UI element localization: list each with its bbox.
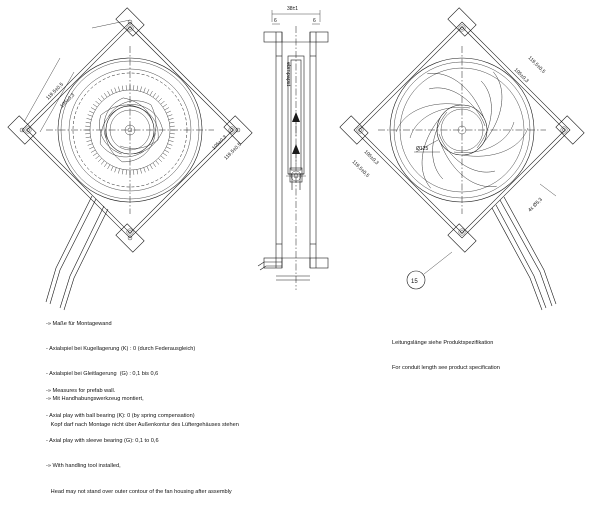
balloon-15-label: 15 [411,279,418,285]
rear-dim-outer-bottom: 119,5±0,5 [351,159,371,179]
note-de-5: Kopf darf nach Montage nicht über Außenkontur des Lüftergehäuses stehen [46,421,239,429]
rear-dim-inner-bottom: 105±0,3 [363,149,380,166]
front-view [8,8,252,310]
side-dim-right: 6 [313,18,316,24]
note-de-4: -» Mit Handhabungswerkzeug montiert, [46,395,239,403]
side-section-view [258,6,328,290]
notes-lead-length [392,322,500,381]
note-en-4: -» With handling tool installed, [46,462,232,470]
front-dim-outer-bottom: 119,5±0,5 [223,142,243,162]
note-en-5: Head may not stand over outer contour of the fan housing after assembly [46,488,232,496]
note-lead-de: Leitungslänge siehe Produktspezifikation [392,339,500,347]
rear-dim-impeller: Ø125 [416,146,428,152]
note-de-1: -» Maße für Montagewand [46,320,239,328]
side-dim-width: 38±1 [287,6,298,12]
note-lead-en: For conduit length see product specification [392,364,500,372]
brand-label: ebmpapst [285,62,291,87]
note-de-2: - Axialspiel bei Kugellagerung (K) : 0 (durch Federausgleich) [46,345,239,353]
front-dim-inner-top: 105±0,3 [59,92,76,109]
side-dim-left: 6 [274,18,277,24]
rear-dim-outer-top: 119,5±0,5 [527,55,547,75]
notes-english [46,370,232,505]
rear-dim-holes: 4x Ø5,3 [527,197,544,214]
front-dim-outer-top: 119,5±0,5 [45,82,65,102]
note-de-3: - Axialspiel bei Gleitlagerung (G) : 0,1 bis 0,6 [46,370,239,378]
balloon-15 [407,252,452,289]
note-en-2: - Axial play with ball bearing (K): 0 (by spring compensation) [46,412,232,420]
note-en-3: - Axial play with sleeve bearing (G): 0,1 to 0,6 [46,437,232,445]
rear-view [340,8,584,310]
note-en-1: -» Measures for prefab wall. [46,387,232,395]
rear-dim-inner-top: 105±0,3 [513,67,530,84]
front-dim-inner-bottom: 105±0,3 [211,134,228,151]
